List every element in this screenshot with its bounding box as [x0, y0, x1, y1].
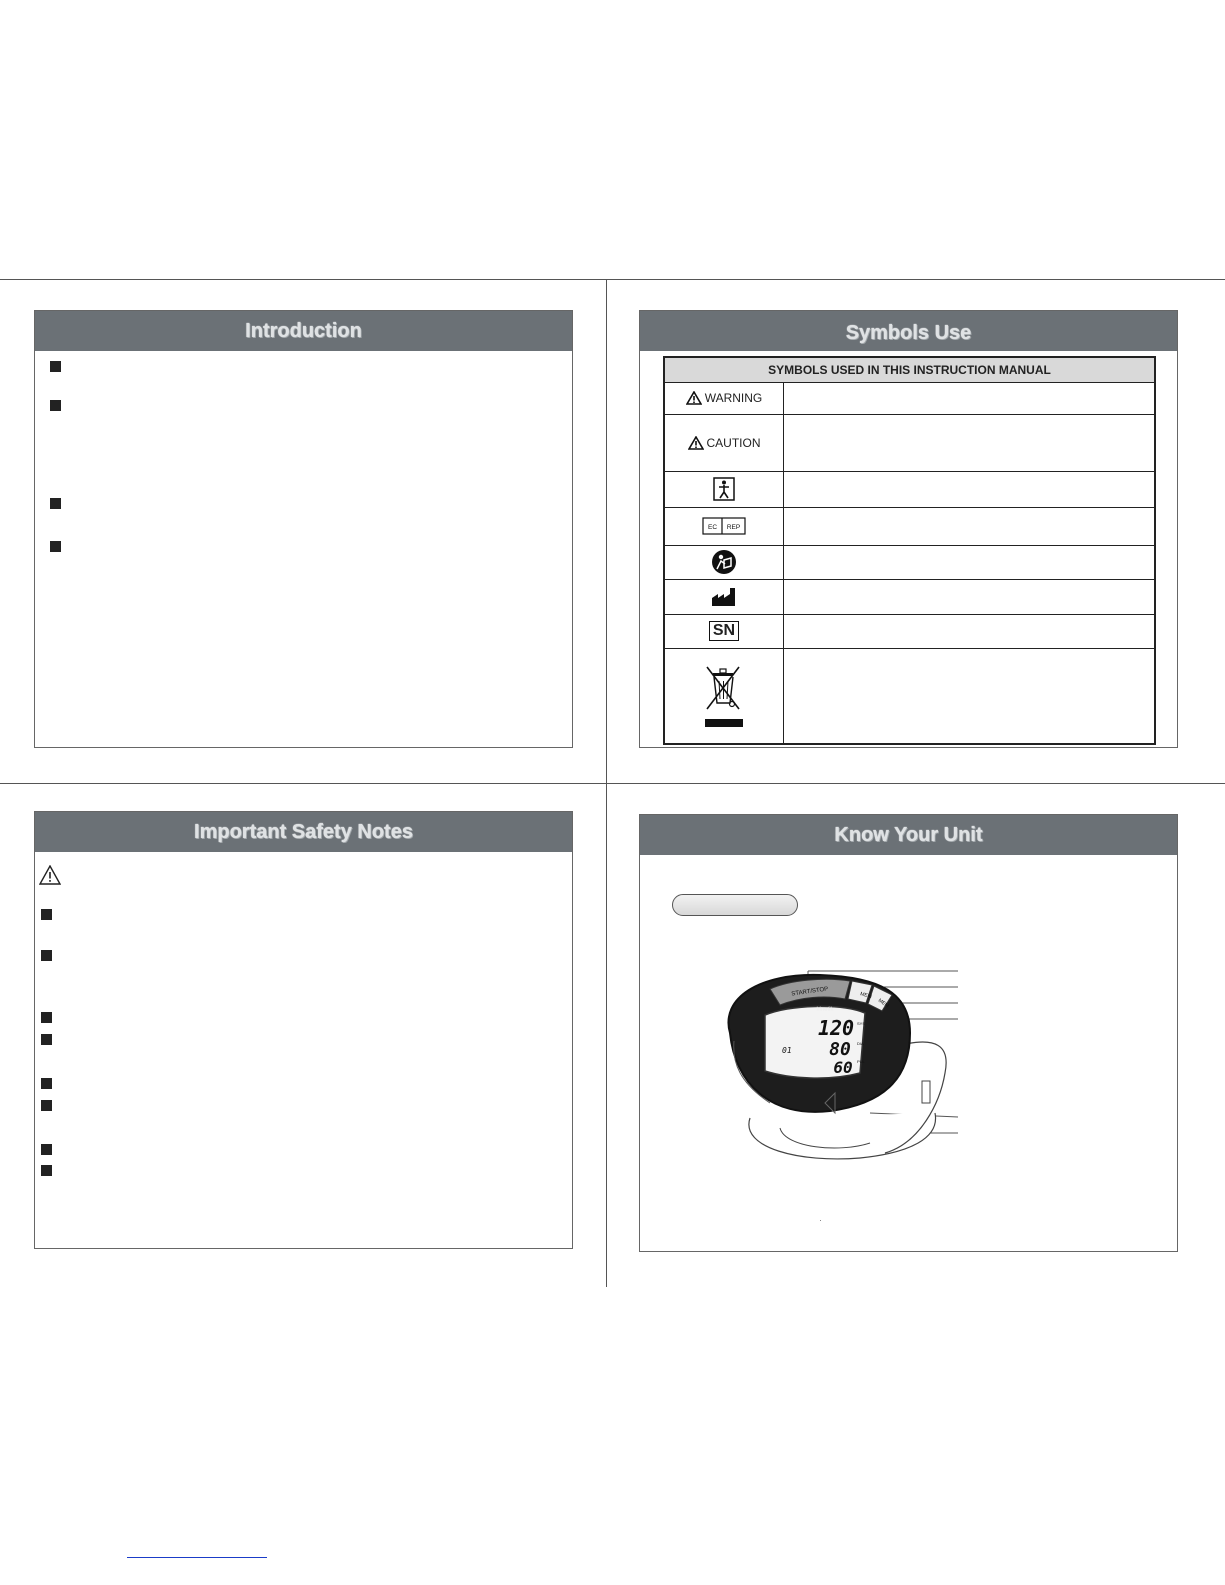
mem-button-label-2: MEM — [876, 997, 890, 1010]
warning-label: WARNING — [704, 391, 763, 405]
intro-bullet-2 — [50, 400, 61, 411]
intro-bullet-4 — [50, 541, 61, 552]
pul-unit-label: PUL — [857, 1059, 865, 1064]
symbol-row-read-manual — [665, 545, 1154, 580]
know-your-unit-title: Know Your Unit — [640, 815, 1177, 855]
symbols-table-header: SYMBOLS USED IN THIS INSTRUCTION MANUAL — [665, 358, 1154, 383]
safety-bullet-1 — [41, 909, 52, 920]
type-bf-applied-part-icon — [713, 477, 735, 501]
symbol-row-weee — [665, 648, 1154, 743]
know-your-unit-panel — [639, 814, 1178, 1252]
symbol-row-serial-number — [665, 614, 1154, 649]
intro-bullet-3 — [50, 498, 61, 509]
svg-text:EC: EC — [707, 524, 718, 531]
section-label-pill — [672, 894, 798, 916]
safety-bullet-5 — [41, 1078, 52, 1089]
blood-pressure-monitor-illustration — [710, 953, 1030, 1183]
intro-bullet-1 — [50, 361, 61, 372]
pulse-reading: 60 — [833, 1058, 853, 1077]
introduction-panel — [34, 310, 573, 748]
serial-number-icon — [709, 621, 739, 641]
mem-button-label-1: MEM — [859, 991, 873, 1000]
caution-label: CAUTION — [706, 435, 761, 450]
footer-link-underline[interactable] — [127, 1557, 267, 1558]
safety-panel — [34, 811, 573, 1249]
symbol-row-warning — [665, 382, 1154, 415]
manufacturer-icon — [711, 587, 737, 607]
read-manual-icon — [711, 549, 737, 575]
systolic-reading: 120 — [817, 1016, 855, 1040]
center-fold-line — [606, 279, 607, 1287]
dia-unit-label: DIA — [857, 1041, 864, 1046]
safety-bullet-2 — [41, 950, 52, 961]
safety-title: Important Safety Notes — [35, 812, 572, 852]
weee-disposal-icon — [703, 663, 745, 729]
warning-triangle-icon — [39, 865, 61, 885]
start-stop-label: START/STOP — [791, 986, 829, 998]
warning-triangle-icon — [688, 436, 704, 450]
symbols-table — [663, 356, 1156, 745]
sn-label: SN — [712, 622, 736, 639]
symbols-title: Symbols Use — [640, 311, 1177, 351]
safety-bullet-3 — [41, 1012, 52, 1023]
safety-bullet-6 — [41, 1100, 52, 1111]
small-mark — [820, 1220, 821, 1221]
introduction-title: Introduction — [35, 311, 572, 351]
warning-triangle-icon — [686, 391, 702, 405]
symbol-row-type-bf — [665, 471, 1154, 508]
symbol-row-caution — [665, 414, 1154, 472]
safety-bullet-7 — [41, 1144, 52, 1155]
safety-bullet-8 — [41, 1165, 52, 1176]
safety-bullet-4 — [41, 1034, 52, 1045]
sys-unit-label: SYS — [857, 1021, 866, 1026]
svg-text:REP: REP — [726, 524, 741, 531]
diastolic-reading: 80 — [829, 1039, 851, 1060]
top-cut-line — [0, 279, 1225, 280]
symbols-panel — [639, 310, 1178, 748]
time-readout: 01 — [782, 1046, 792, 1055]
brand-logo: kinetik — [816, 1007, 834, 1013]
symbol-row-ec-rep — [665, 507, 1154, 546]
middle-cut-line — [0, 783, 1225, 784]
ec-rep-icon — [702, 517, 746, 535]
symbol-row-manufacturer — [665, 579, 1154, 615]
